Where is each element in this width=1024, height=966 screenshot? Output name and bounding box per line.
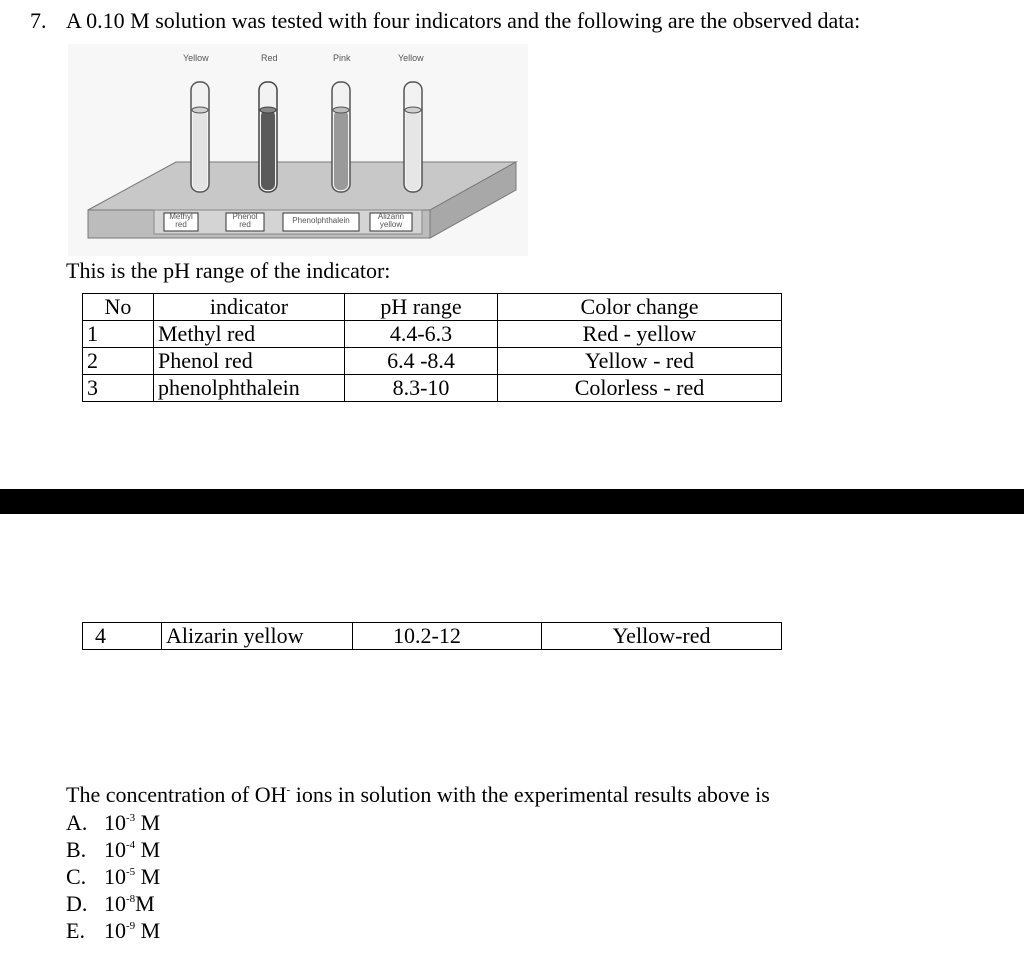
tag-3-text: Phenolphthalein	[292, 216, 350, 225]
test-tube-3	[332, 82, 350, 192]
tube-2-color-label: Red	[261, 53, 278, 63]
test-tube-4	[404, 82, 422, 192]
tube-4-color-label: Yellow	[398, 53, 424, 63]
table-row: 4 Alizarin yellow 10.2-12 Yellow-red	[83, 623, 782, 650]
test-tube-2	[259, 82, 277, 192]
header-ph-range: pH range	[345, 294, 498, 321]
table-row: 1 Methyl red 4.4-6.3 Red - yellow	[83, 321, 782, 348]
choice-b[interactable]: B. $10^{-4}$ M	[66, 837, 161, 862]
concentration-question: The concentration of OH- ions in solution with the experimental results above is	[66, 782, 770, 807]
table-row: 3 phenolphthalein 8.3-10 Colorless - red	[83, 375, 782, 402]
choice-e[interactable]: E. $10^{-9}$ M	[66, 918, 161, 943]
indicator-table-row-4	[82, 622, 782, 650]
choice-d[interactable]: D. $10^{-8}M$	[66, 891, 155, 916]
choice-c[interactable]: C. $10^{-5}$ M	[66, 864, 161, 889]
question-prompt: A 0.10 M solution was tested with four indicators and the following are the observed data:	[66, 8, 861, 33]
tag-1-text: Methyl red	[169, 212, 193, 229]
tag-2-text: Phenol red	[232, 212, 258, 229]
question-number: 7.	[30, 8, 47, 33]
choice-a[interactable]: A. $10^{-3}$ M	[66, 810, 161, 835]
header-color-change: Color change	[498, 294, 782, 321]
test-tube-figure	[68, 44, 528, 256]
question-heading	[30, 8, 860, 34]
tube-3-color-label: Pink	[333, 53, 351, 63]
redaction-bar	[0, 489, 1024, 514]
tube-1-color-label: Yellow	[183, 53, 209, 63]
table-header-row	[83, 294, 782, 321]
test-tube-1	[191, 82, 209, 192]
table-caption: This is the pH range of the indicator:	[66, 258, 391, 283]
header-indicator: indicator	[154, 294, 345, 321]
tag-4-text: Alizarin yellow	[377, 212, 405, 229]
table-row: 2 Phenol red 6.4 -8.4 Yellow - red	[83, 348, 782, 375]
indicator-table	[82, 293, 782, 402]
header-no: No	[83, 294, 154, 321]
